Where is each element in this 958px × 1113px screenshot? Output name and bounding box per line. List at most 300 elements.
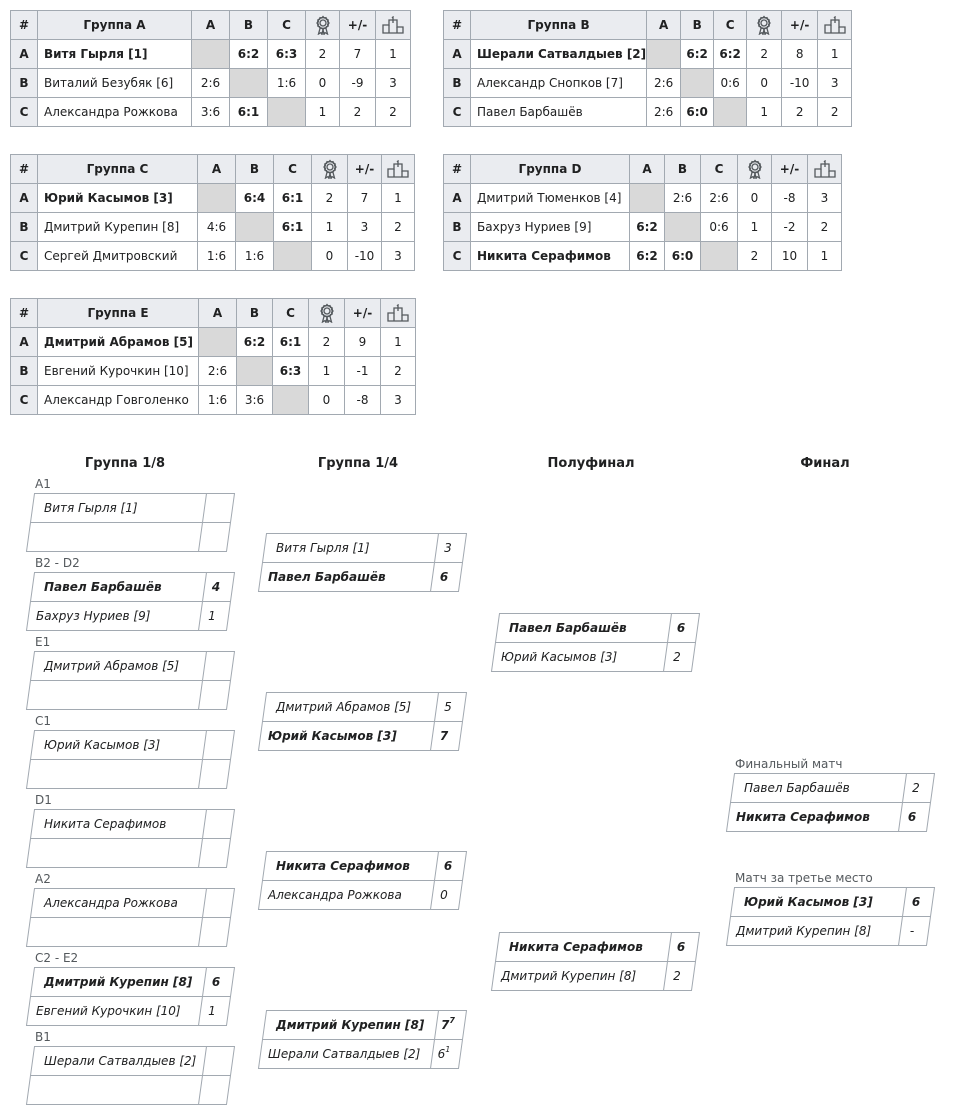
match-player [26,522,226,551]
seed-label: B2 - D2 [35,556,80,570]
match-player [26,967,226,996]
diff-cell: 2 [782,98,818,127]
col-c: C [274,155,312,184]
score-value: 0 [440,888,448,902]
score-value: 6 [907,810,917,824]
row-letter: C [444,242,471,271]
score-value: 6 [676,621,686,635]
col-c: C [701,155,738,184]
diff-cell: -1 [345,357,381,386]
group-row [11,184,415,213]
group-title: Группа D [471,155,630,184]
player-name: Дмитрий Курепин [8] [736,924,872,938]
match-player [26,730,226,759]
wins-cell: 2 [312,184,348,213]
group-row [11,213,415,242]
player-name: Дмитрий Абрамов [5] [276,700,412,714]
group-header-row [11,155,415,184]
col-num: # [11,11,38,40]
wins-cell: 0 [306,69,340,98]
score-cell-a: 2:6 [647,98,681,127]
col-num: # [11,299,38,328]
player-name: Павел Барбашёв [744,781,850,795]
match-box [258,692,458,750]
group-header-row [11,299,416,328]
player-name: Юрий Касымов [3] [501,650,618,664]
score-cell-c: 2:6 [701,184,738,213]
player-name: Александра Рожкова [268,888,402,902]
place-cell: 3 [381,386,416,415]
group-title: Группа E [38,299,199,328]
place-cell: 2 [376,98,411,127]
score-value: 6 [211,975,221,989]
group-row [11,328,416,357]
wins-cell: 0 [309,386,345,415]
player-name: Бахруз Нуриев [9] [36,609,151,623]
medal-icon [309,299,345,328]
row-letter: C [444,98,471,127]
player-score [198,1004,226,1018]
group-header-row [444,11,852,40]
score-cell-c: 0:6 [714,69,747,98]
score-value: 2 [673,969,681,983]
group-header-row [444,155,842,184]
match-player [26,759,226,788]
match-player [26,888,226,917]
match-player [258,880,458,909]
match-player [26,601,226,630]
player-score [430,729,458,743]
seed-label: A2 [35,872,51,886]
col-a: A [192,11,230,40]
col-c: C [268,11,306,40]
place-cell: 1 [818,40,852,69]
match-player [26,809,226,838]
col-num: # [444,11,471,40]
match-box [26,493,226,551]
final-label: Финальный матч [735,757,843,771]
player-name: Никита Серафимов [276,859,410,873]
score-cell-a: 6:2 [630,213,665,242]
podium-icon [381,299,416,328]
player-score [434,541,462,555]
score-cell-b: 6:1 [230,98,268,127]
score-value: 2 [912,781,920,795]
col-b: B [230,11,268,40]
row-letter: A [11,328,38,357]
match-player [258,562,458,591]
diff-cell: 7 [340,40,376,69]
player-score [663,650,691,664]
player-name: Дмитрий Курепин [8] [276,1018,425,1032]
row-letter: B [11,69,38,98]
match-player [26,680,226,709]
score-cell-b: 3:6 [237,386,273,415]
row-letter: B [444,213,471,242]
player-score [667,621,695,635]
score-cell-c [268,98,306,127]
col-b: B [236,155,274,184]
match-player [491,961,691,990]
score-cell-c: 6:1 [273,328,309,357]
group-table [443,154,842,271]
col-plusminus: +/- [348,155,382,184]
col-a: A [198,155,236,184]
group-table [10,298,416,415]
group-row [444,242,842,271]
score-cell-b [230,69,268,98]
col-num: # [11,155,38,184]
player-score [430,888,458,902]
match-player [258,692,458,721]
player-name: Витя Гырля [1] [38,40,192,69]
place-cell: 2 [381,357,416,386]
player-name: Юрий Касымов [3] [268,729,397,743]
score-value: 7 [439,729,449,743]
match-player [26,1075,226,1104]
player-score [434,1018,462,1032]
medal-icon [312,155,348,184]
group-header-row [11,11,411,40]
col-b: B [237,299,273,328]
player-name: Никита Серафимов [509,940,643,954]
wins-cell: 1 [309,357,345,386]
score-value: 6 [676,940,686,954]
match-box [491,613,691,671]
score-cell-c: 1:6 [268,69,306,98]
score-value: 6 [437,1047,446,1061]
seed-label: C2 - E2 [35,951,79,965]
score-value: 6 [443,859,453,873]
player-score [430,570,458,584]
score-cell-b: 6:2 [230,40,268,69]
place-cell: 3 [818,69,852,98]
group-row [444,98,852,127]
place-cell: 3 [382,242,415,271]
score-value: 1 [208,1004,216,1018]
score-cell-a: 2:6 [192,69,230,98]
wins-cell: 2 [747,40,782,69]
round-header: Группа 1/4 [317,456,399,471]
medal-icon [738,155,772,184]
diff-cell: -10 [782,69,818,98]
player-name: Дмитрий Курепин [8] [38,213,198,242]
col-a: A [199,299,237,328]
diff-cell: -2 [772,213,808,242]
match-player [258,1039,458,1068]
diff-cell: -8 [345,386,381,415]
place-cell: 2 [818,98,852,127]
score-cell-a [647,40,681,69]
match-player [726,802,926,831]
group-table [10,10,411,127]
wins-cell: 2 [309,328,345,357]
score-cell-b [237,357,273,386]
score-cell-b: 1:6 [236,242,274,271]
player-name: Никита Серафимов [471,242,630,271]
score-cell-c: 6:2 [714,40,747,69]
match-player [258,721,458,750]
row-letter: A [444,184,471,213]
place-cell: 1 [381,328,416,357]
score-cell-b: 6:4 [236,184,274,213]
score-cell-b [665,213,701,242]
player-name: Юрий Касымов [3] [44,738,161,752]
seed-label: B1 [35,1030,51,1044]
score-cell-a: 1:6 [198,242,236,271]
score-cell-b: 6:2 [237,328,273,357]
match-player [26,493,226,522]
player-name: Сергей Дмитровский [38,242,198,271]
player-name: Витя Гырля [1] [276,541,370,555]
group-title: Группа B [471,11,647,40]
podium-icon [818,11,852,40]
player-score [434,700,462,714]
match-player [26,917,226,946]
row-letter: A [444,40,471,69]
round-header: Финал [800,456,850,471]
col-a: A [647,11,681,40]
player-name: Павел Барбашёв [44,580,162,594]
group-row [444,40,852,69]
score-cell-b [681,69,714,98]
row-letter: A [11,40,38,69]
player-name: Дмитрий Тюменков [4] [471,184,630,213]
player-name: Евгений Курочкин [10] [36,1004,181,1018]
score-cell-a: 1:6 [199,386,237,415]
col-c: C [714,11,747,40]
player-name: Витя Гырля [1] [44,501,138,515]
score-cell-c: 6:1 [274,213,312,242]
row-letter: A [11,184,38,213]
place-cell: 3 [808,184,842,213]
round-header: Полуфинал [547,456,635,471]
player-score [667,940,695,954]
match-box [26,809,226,867]
score-cell-c: 6:3 [273,357,309,386]
match-box [26,1046,226,1104]
group-row [11,98,411,127]
group-row [11,242,415,271]
score-cell-a [199,328,237,357]
score-value: 6 [911,895,921,909]
score-cell-c: 0:6 [701,213,738,242]
score-value: 2 [673,650,681,664]
player-name: Никита Серафимов [736,810,870,824]
match-player [258,1010,458,1039]
score-cell-a [192,40,230,69]
score-cell-b: 6:0 [665,242,701,271]
wins-cell: 0 [747,69,782,98]
diff-cell: 3 [348,213,382,242]
third-place-label: Матч за третье место [735,871,873,885]
seed-label: D1 [35,793,52,807]
group-row [11,357,416,386]
player-name: Юрий Касымов [3] [744,895,873,909]
player-score [902,781,930,795]
group-title: Группа A [38,11,192,40]
diff-cell: 10 [772,242,808,271]
player-name: Евгений Курочкин [10] [38,357,199,386]
player-name: Дмитрий Абрамов [5] [44,659,180,673]
wins-cell: 0 [738,184,772,213]
match-player [26,572,226,601]
place-cell: 2 [808,213,842,242]
score-cell-c [701,242,738,271]
wins-cell: 1 [306,98,340,127]
diff-cell: 2 [340,98,376,127]
wins-cell: 0 [312,242,348,271]
score-cell-b: 6:0 [681,98,714,127]
player-score [202,975,230,989]
wins-cell: 2 [738,242,772,271]
player-score [902,895,930,909]
match-player [258,533,458,562]
row-letter: B [11,213,38,242]
col-num: # [444,155,471,184]
wins-cell: 1 [747,98,782,127]
col-plusminus: +/- [345,299,381,328]
place-cell: 2 [382,213,415,242]
match-player [726,773,926,802]
group-row [11,386,416,415]
player-name: Павел Барбашёв [471,98,647,127]
match-box [258,533,458,591]
match-box [491,932,691,990]
col-b: B [681,11,714,40]
score-cell-b: 2:6 [665,184,701,213]
match-box [26,730,226,788]
match-box [26,572,226,630]
match-box [258,1010,458,1068]
score-cell-a: 2:6 [647,69,681,98]
score-cell-a: 2:6 [199,357,237,386]
player-score [898,924,926,938]
group-row [11,40,411,69]
row-letter: C [11,386,38,415]
match-box [26,651,226,709]
player-name: Дмитрий Курепин [8] [44,975,193,989]
place-cell: 1 [382,184,415,213]
player-score [430,1047,458,1061]
player-name: Бахруз Нуриев [9] [471,213,630,242]
row-letter: B [444,69,471,98]
podium-icon [382,155,415,184]
player-name: Виталий Безубяк [6] [38,69,192,98]
diff-cell: -9 [340,69,376,98]
place-cell: 1 [376,40,411,69]
place-cell: 1 [808,242,842,271]
player-name: Александр Говголенко [38,386,199,415]
score-value: 7 [441,1018,450,1032]
player-score [198,609,226,623]
seed-label: C1 [35,714,52,728]
col-plusminus: +/- [340,11,376,40]
row-letter: B [11,357,38,386]
player-name: Шерали Сатвалдыев [2] [268,1047,421,1061]
match-box [726,887,926,945]
tiebreak-score: 1 [445,1045,451,1054]
score-cell-b: 6:2 [681,40,714,69]
col-b: B [665,155,701,184]
match-player [258,851,458,880]
score-cell-a [198,184,236,213]
group-table [443,10,852,127]
player-score [434,859,462,873]
match-box [258,851,458,909]
player-name: Павел Барбашёв [509,621,627,635]
match-box [726,773,926,831]
round-header: Группа 1/8 [84,456,166,471]
player-score [202,580,230,594]
match-player [26,651,226,680]
place-cell: 3 [376,69,411,98]
score-cell-a [630,184,665,213]
group-row [444,69,852,98]
score-cell-a: 3:6 [192,98,230,127]
player-name: Павел Барбашёв [268,570,386,584]
group-title: Группа C [38,155,198,184]
score-cell-a: 4:6 [198,213,236,242]
group-row [444,213,842,242]
score-value: - [909,924,915,938]
match-player [726,916,926,945]
col-plusminus: +/- [782,11,818,40]
diff-cell: 9 [345,328,381,357]
group-row [444,184,842,213]
match-player [26,1046,226,1075]
score-value: 1 [208,609,216,623]
match-box [26,967,226,1025]
match-player [491,613,691,642]
row-letter: C [11,242,38,271]
player-name: Юрий Касымов [3] [38,184,198,213]
score-value: 4 [211,580,221,594]
score-cell-c [273,386,309,415]
match-player [491,932,691,961]
score-cell-c: 6:1 [274,184,312,213]
match-player [726,887,926,916]
match-player [491,642,691,671]
wins-cell: 2 [306,40,340,69]
player-name: Шерали Сатвалдыев [2] [471,40,647,69]
diff-cell: 7 [348,184,382,213]
player-name: Александра Рожкова [38,98,192,127]
score-cell-c: 6:3 [268,40,306,69]
score-value: 3 [444,541,452,555]
medal-icon [306,11,340,40]
score-cell-c [714,98,747,127]
col-a: A [630,155,665,184]
score-value: 5 [444,700,452,714]
seed-label: A1 [35,477,51,491]
match-box [26,888,226,946]
col-c: C [273,299,309,328]
score-cell-b [236,213,274,242]
player-name: Никита Серафимов [44,817,167,831]
row-letter: C [11,98,38,127]
wins-cell: 1 [312,213,348,242]
player-score [898,810,926,824]
player-name: Александр Снопков [7] [471,69,647,98]
match-player [26,996,226,1025]
medal-icon [747,11,782,40]
diff-cell: -8 [772,184,808,213]
tiebreak-score: 7 [449,1016,455,1025]
seed-label: E1 [35,635,51,649]
score-value: 6 [439,570,449,584]
col-plusminus: +/- [772,155,808,184]
